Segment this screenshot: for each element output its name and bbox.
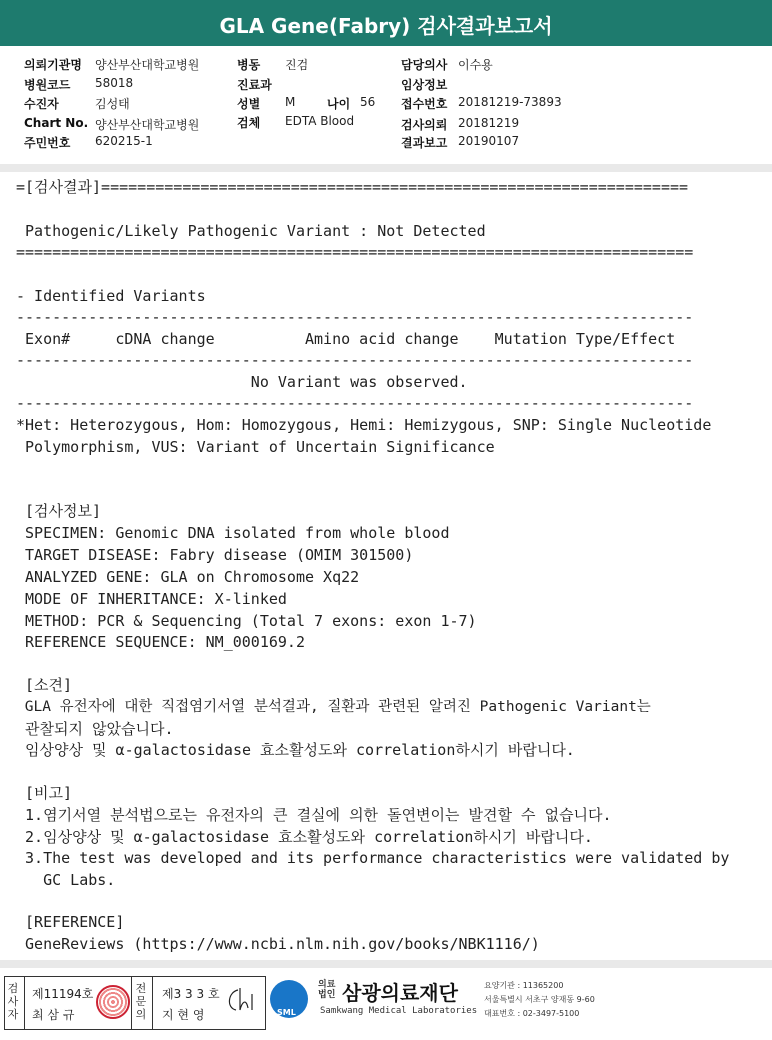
receipt-no-value: 20181219-73893 — [458, 95, 562, 109]
org-address: 서울특별시 서초구 양재동 9-60 — [484, 995, 595, 1004]
org-phone: 대표번호 : 02-3497-5100 — [484, 1009, 580, 1018]
info-reference-sequence: REFERENCE SEQUENCE: NM_000169.2 — [16, 633, 305, 651]
request-date-label: 검사의뢰 — [401, 118, 448, 132]
hospital-label: 의뢰기관명 — [24, 58, 82, 72]
report-date-label: 결과보고 — [401, 136, 448, 150]
remark-2: 2.임상양상 및 α-galactosidase 효소활성도와 correlation하시기 바랍니다. — [16, 828, 593, 846]
specialist-license: 제3 3 3 호 — [162, 987, 220, 1001]
ward-value: 진검 — [285, 58, 309, 72]
remarks-heading: [비고] — [16, 784, 73, 802]
specialist-name: 지 현 영 — [162, 1008, 205, 1022]
opinion-line-3: 임상양상 및 α-galactosidase 효소활성도와 correlation하시기 바랍니다. — [16, 741, 575, 759]
report-date-value: 20190107 — [458, 134, 520, 148]
reference-heading: [REFERENCE] — [16, 913, 125, 931]
variant-table-header: Exon# cDNA change Amino acid change Mutation Type/Effect — [16, 330, 676, 348]
specialist-label: 전문의 — [135, 982, 147, 1021]
report-title: GLA Gene(Fabry) 검사결과보고서 — [219, 14, 553, 38]
report-header — [0, 46, 772, 164]
department-label: 진료과 — [237, 78, 272, 92]
sex-value: M — [285, 95, 296, 109]
info-method: METHOD: PCR & Sequencing (Total 7 exons: exon 1-7) — [16, 612, 477, 630]
hospital-value: 양산부산대학교병원 — [95, 58, 200, 72]
header-divider — [0, 164, 772, 172]
pathogenic-result: Pathogenic/Likely Pathogenic Variant : Not Detected — [16, 222, 486, 240]
examiner-name: 최 삼 규 — [32, 1008, 75, 1022]
dash-divider-1: --------------------------------------------------------------------------- — [16, 308, 694, 326]
result-section-line: =[검사결과]================================================================= — [16, 178, 689, 196]
equals-divider: =========================================================================== — [16, 243, 694, 261]
specimen-label: 검체 — [237, 116, 261, 130]
identified-variants-heading: - Identified Variants — [16, 287, 206, 305]
examiner-seal-icon — [96, 985, 130, 1019]
ward-label: 병동 — [237, 58, 261, 72]
remark-3: 3.The test was developed and its performance characteristics were validated by — [16, 849, 730, 867]
opinion-heading: [소견] — [16, 676, 73, 694]
patient-value: 김성태 — [95, 97, 130, 111]
dash-divider-2: --------------------------------------------------------------------------- — [16, 351, 694, 369]
info-analyzed-gene: ANALYZED GENE: GLA on Chromosome Xq22 — [16, 568, 360, 586]
test-info-heading: [검사정보] — [16, 502, 102, 520]
clinical-info-label: 임상정보 — [401, 78, 448, 92]
abbreviation-note-2: Polymorphism, VUS: Variant of Uncertain Significance — [16, 438, 495, 456]
specimen-value: EDTA Blood — [285, 114, 355, 128]
hospital-code-value: 58018 — [95, 76, 134, 90]
specialist-signature-icon — [222, 984, 258, 1016]
org-type: 의료법인 — [318, 980, 336, 1000]
resident-no-value: 620215-1 — [95, 134, 153, 148]
remark-1: 1.염기서열 분석법으로는 유전자의 큰 결실에 의한 돌연변이는 발견할 수 없습니다. — [16, 806, 612, 824]
opinion-line-2: 관찰되지 않았습니다. — [16, 720, 174, 738]
patient-label: 수진자 — [24, 97, 59, 111]
chart-no-label: Chart No. — [24, 116, 89, 130]
abbreviation-note-1: *Het: Heterozygous, Hom: Homozygous, Hemi: Hemizygous, SNP: Single Nucleotide — [16, 416, 712, 434]
receipt-no-label: 접수번호 — [401, 97, 448, 111]
examiner-license: 제11194호 — [32, 987, 94, 1001]
doctor-label: 담당의사 — [401, 58, 448, 72]
age-label: 나이 — [327, 97, 351, 111]
sml-logo-text: SML — [277, 1008, 296, 1017]
examiner-label: 검사자 — [7, 982, 19, 1021]
resident-no-label: 주민번호 — [24, 136, 71, 150]
org-name: 삼광의료재단 — [342, 981, 458, 1005]
report-footer — [0, 968, 772, 1040]
info-specimen: SPECIMEN: Genomic DNA isolated from whole blood — [16, 524, 450, 542]
org-english-name: Samkwang Medical Laboratories — [320, 1006, 478, 1016]
opinion-line-1: GLA 유전자에 대한 직접염기서열 분석결과, 질환과 관련된 알려진 Pathogenic Variant는 — [16, 699, 651, 715]
sex-label: 성별 — [237, 97, 261, 111]
doctor-value: 이수용 — [458, 58, 493, 72]
request-date-value: 20181219 — [458, 116, 520, 130]
age-value: 56 — [360, 95, 376, 109]
no-variant-row: No Variant was observed. — [16, 373, 468, 391]
title-bar — [0, 0, 772, 46]
chart-no-value: 양산부산대학교병원 — [95, 118, 200, 132]
institution-code: 요양기관 : 11365200 — [484, 981, 564, 990]
dash-divider-3: --------------------------------------------------------------------------- — [16, 394, 694, 412]
info-target-disease: TARGET DISEASE: Fabry disease (OMIM 301500) — [16, 546, 414, 564]
hospital-code-label: 병원코드 — [24, 78, 71, 92]
remark-3-cont: GC Labs. — [16, 871, 116, 889]
footer-divider — [0, 960, 772, 968]
reference-link[interactable]: GeneReviews (https://www.ncbi.nlm.nih.gov/books/NBK1116/) — [16, 935, 540, 953]
info-inheritance: MODE OF INHERITANCE: X-linked — [16, 590, 287, 608]
